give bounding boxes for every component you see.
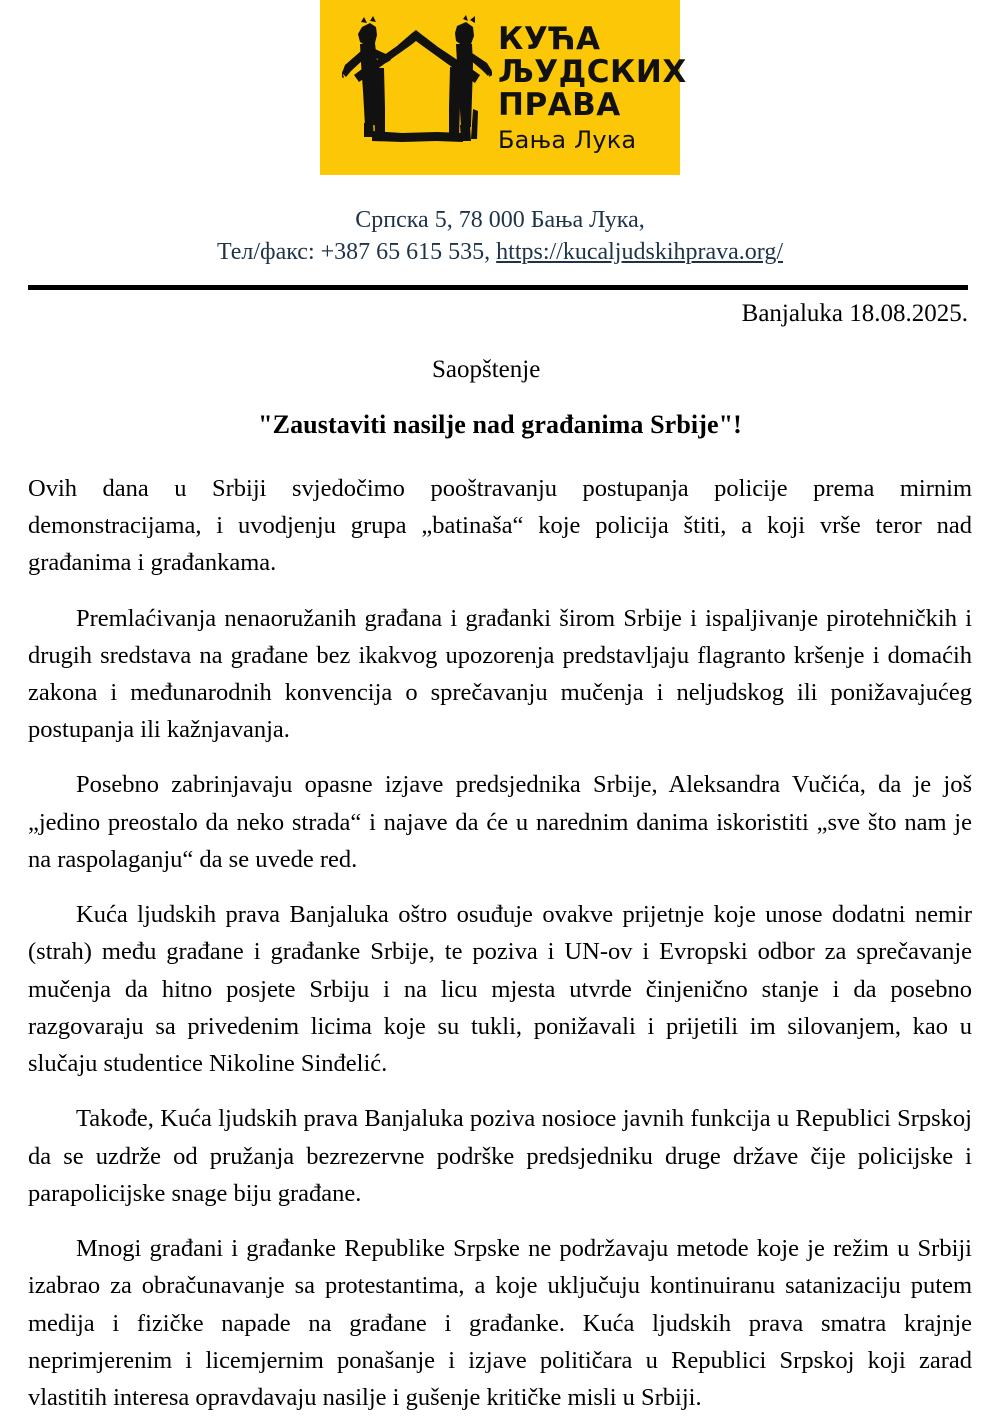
document-kind-label: Saopštenje [432,355,541,383]
header-divider-rule [28,285,968,290]
contact-block [0,205,1000,269]
body-paragraph: Posebno zabrinjavaju opasne izjave predsjednika Srbije, Aleksandra Vučića, da je još „jedino preostalo da neko strada“ i najave da će u narednim danima iskoristiti „sve što nam je na raspolaganju“ da se uvede red. [28,771,972,873]
logo-wordmark-subtitle: Бања Лука [498,125,637,154]
contact-address: Српска 5, 78 000 Бања Лука, [355,207,645,233]
contact-phone-and-website [0,237,1000,269]
contact-phone: Тел/факс: +387 65 615 535, [216,238,497,265]
dateline: Banjaluka 18.08.2025. [741,299,968,327]
document-body [28,470,972,1416]
logo-wordmark-line-1: КУЋА [498,21,601,58]
page-title: "Zaustaviti nasilje nad građanima Srbije"! [258,409,742,439]
logo-wordmark-line-2: ЉУДСКИХ [498,54,687,91]
logo-wordmark [492,23,687,152]
organization-logo [320,0,687,175]
logo-wordmark-line-3: ПРАВА [498,86,621,123]
body-paragraph: Mnogi građani i građanke Republike Srpske ne podržavaju metode koje je režim u Srbiji izabrao za obračunavanje sa protestantima, a koje uključuju kontinuiranu satanizaciju putem medija i fizičke napade na građane i građanke. Kuća ljudskih prava smatra krajnje neprimjerenim i licemjernim ponašanje i izjave političara u Republici Srpskoj koji zarad vlastitih interesa opravdavaju nasilje i gušenje kritičke misli u Srbiji. [28,1235,972,1411]
body-paragraph: Ovih dana u Srbiji svjedočimo pooštravanju postupanja policije prema mirnim demonstracijama, i uvodjenju grupa „batinaša“ koje policija štiti, a koji vrše teror nad građanima i građankama. [28,474,972,577]
body-paragraph: Takođe, Kuća ljudskih prava Banjaluka poziva nosioce javnih funkcija u Republici Srpskoj da se uzdrže od pružanja bezrezervne podrške predsjedniku druge države čije policijske i parapolicijske snage biju građane. [28,1105,972,1207]
letterhead [0,0,1000,175]
website-link[interactable]: https://kucaljudskihprava.org/ [496,238,784,265]
body-paragraph: Kuća ljudskih prava Banjaluka oštro osuđuje ovakve prijetnje koje unose dodatni nemir (strah) među građane i građanke Srbije, te poziva i UN-ov i Evropski odbor za sprečavanje mučenja da hitno posjete Srbiju i na licu mjesta utvrde činjenično stanje i da posebno razgovaraju sa privedenim licima koje su tukli, ponižavali i prijetili im silovanjem, kao u slučaju studentice Nikoline Sinđelić. [28,901,972,1078]
body-paragraph: Premlaćivanja nenaoružanih građana i građanki širom Srbije i ispaljivanje pirotehničkih i drugih sredstava na građane bez ikakvog upozorenja predstavljaju flagranto kršenje i domaćih zakona i međunarodnih konvencija o sprečavanju mučenja i neljudskog ili ponižavajućeg postupanja ili kažnjavanja. [28,604,972,744]
house-with-two-people-logo-icon [342,13,492,163]
